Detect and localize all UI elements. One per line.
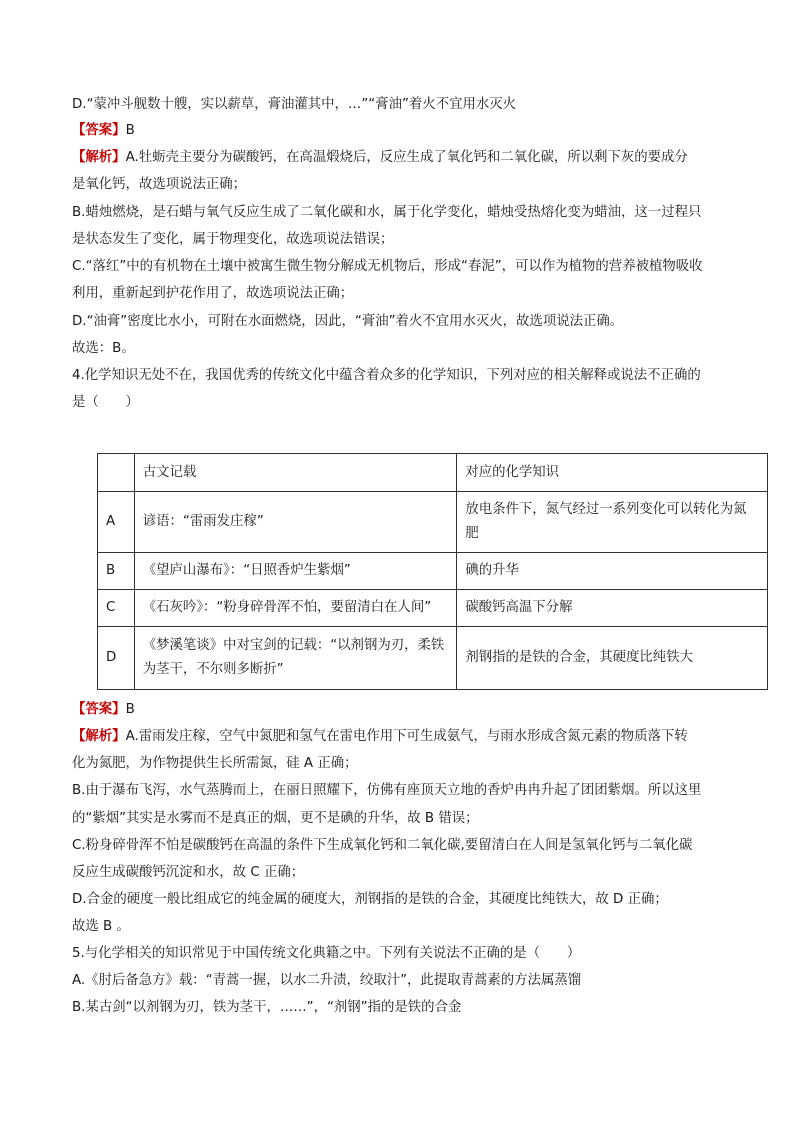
explanation-1-end: 故选：B。: [72, 341, 135, 356]
answer-tag: 【答案】: [72, 123, 126, 138]
table-cell: 碘的升华: [457, 553, 768, 590]
explanation-2-a: [72, 727, 732, 747]
table-cell: D: [98, 627, 135, 690]
explanation-tag: 【解析】: [72, 150, 126, 165]
answer-2: [72, 700, 732, 720]
table-row: [98, 627, 768, 690]
table-cell: B: [98, 553, 135, 590]
explanation-1-a2: 是氧化钙，故选项说法正确；: [72, 177, 247, 192]
table-cell: 谚语：“雷雨发庄稼”: [134, 492, 457, 553]
explanation-2-c: C.粉身碎骨浑不怕是碳酸钙在高温的条件下生成氧化钙和二氧化碳,要留清白在人间是氢氧化钙与二氧化碳: [72, 838, 693, 853]
answer-1: [72, 121, 732, 141]
answer-tag: 【答案】: [72, 702, 126, 717]
option-d-line: D.“蒙冲斗舰数十艘，实以薪草，膏油灌其中，…”“膏油”着火不宜用水灭火: [72, 97, 517, 112]
table-header-cell: 古文记载: [134, 454, 457, 492]
table-cell: 《望庐山瀑布》：“日照香炉生紫烟”: [134, 553, 457, 590]
explanation-1-b2: 是状态发生了变化，属于物理变化，故选项说法错误；: [72, 232, 394, 247]
table-cell: 《梦溪笔谈》中对宝剑的记载：“以剂钢为刃，柔铁为茎干，不尔则多断折”: [134, 627, 457, 690]
explanation-2-b2: 的“紫烟”其实是水雾而不是真正的烟，更不是碘的升华，故 B 错误；: [72, 811, 479, 826]
explanation-text: A.牡蛎壳主要分为碳酸钙，在高温煅烧后，反应生成了氧化钙和二氧化碳，所以剩下灰的要成分: [125, 150, 688, 165]
table-cell: A: [98, 492, 135, 553]
explanation-2-end: 故选 B 。: [72, 919, 130, 934]
table-header-cell: 对应的化学知识: [457, 454, 768, 492]
question-4-table: [97, 453, 768, 690]
table-header-row: [98, 454, 768, 492]
explanation-1-c2: 利用，重新起到护花作用了，故选项说法正确；: [72, 286, 354, 301]
question-4-cont: 是（ ）: [72, 395, 139, 410]
table-cell: C: [98, 590, 135, 627]
answer-value: B: [125, 123, 135, 138]
question-5-option-a: A.《肘后备急方》载：“青蒿一握，以水二升渍，绞取汁”，此提取青蒿素的方法属蒸馏: [72, 973, 582, 988]
table-header-cell: [98, 454, 135, 492]
explanation-1-d: D.“油膏”密度比水小，可附在水面燃烧，因此，“膏油”着火不宜用水灭火，故选项说法正确。: [72, 314, 624, 329]
explanation-2-b: B.由于瀑布飞泻，水气蒸腾而上，在丽日照耀下，仿佛有座顶天立地的香炉冉冉升起了团团紫烟。所以这里: [72, 783, 702, 798]
question-5-option-b: B.某古剑“以剂钢为刃，铁为茎干，……”，“剂钢”指的是铁的合金: [72, 1000, 462, 1015]
explanation-text: A.雷雨发庄稼，空气中氮肥和氢气在雷电作用下可生成氨气，与雨水形成含氮元素的物质落下转: [125, 729, 688, 744]
explanation-1-b: B.蜡烛燃烧，是石蜡与氧气反应生成了二氧化碳和水，属于化学变化，蜡烛受热熔化变为蜡油，这一过程只: [72, 205, 702, 220]
answer-value: B: [125, 702, 135, 717]
table-cell: 剂钢指的是铁的合金，其硬度比纯铁大: [457, 627, 768, 690]
explanation-1-a: [72, 148, 732, 168]
table-cell: 《石灰吟》：“粉身碎骨浑不怕，要留清白在人间”: [134, 590, 457, 627]
explanation-2-a2: 化为氮肥，为作物提供生长所需氮，硅 A 正确；: [72, 756, 358, 771]
explanation-1-c: C.“落红”中的有机物在土壤中被寓生微生物分解成无机物后，形成“春泥”，可以作为植物的营养被植物吸收: [72, 259, 703, 274]
question-4: 4.化学知识无处不在，我国优秀的传统文化中蕴含着众多的化学知识，下列对应的相关解释或说法不正确的: [72, 368, 701, 383]
table-cell: 碳酸钙高温下分解: [457, 590, 768, 627]
explanation-2-c2: 反应生成碳酸钙沉淀和水，故 C 正确；: [72, 865, 305, 880]
table-row: [98, 553, 768, 590]
explanation-2-d: D.合金的硬度一般比组成它的纯金属的硬度大，剂钢指的是铁的合金，其硬度比纯铁大，故 D 正确；: [72, 892, 668, 907]
table-cell: 放电条件下，氮气经过一系列变化可以转化为氮肥: [457, 492, 768, 553]
table-row: [98, 492, 768, 553]
table-row: [98, 590, 768, 627]
explanation-tag: 【解析】: [72, 729, 126, 744]
question-5: 5.与化学相关的知识常见于中国传统文化典籍之中。下列有关说法不正确的是（ ）: [72, 946, 581, 961]
